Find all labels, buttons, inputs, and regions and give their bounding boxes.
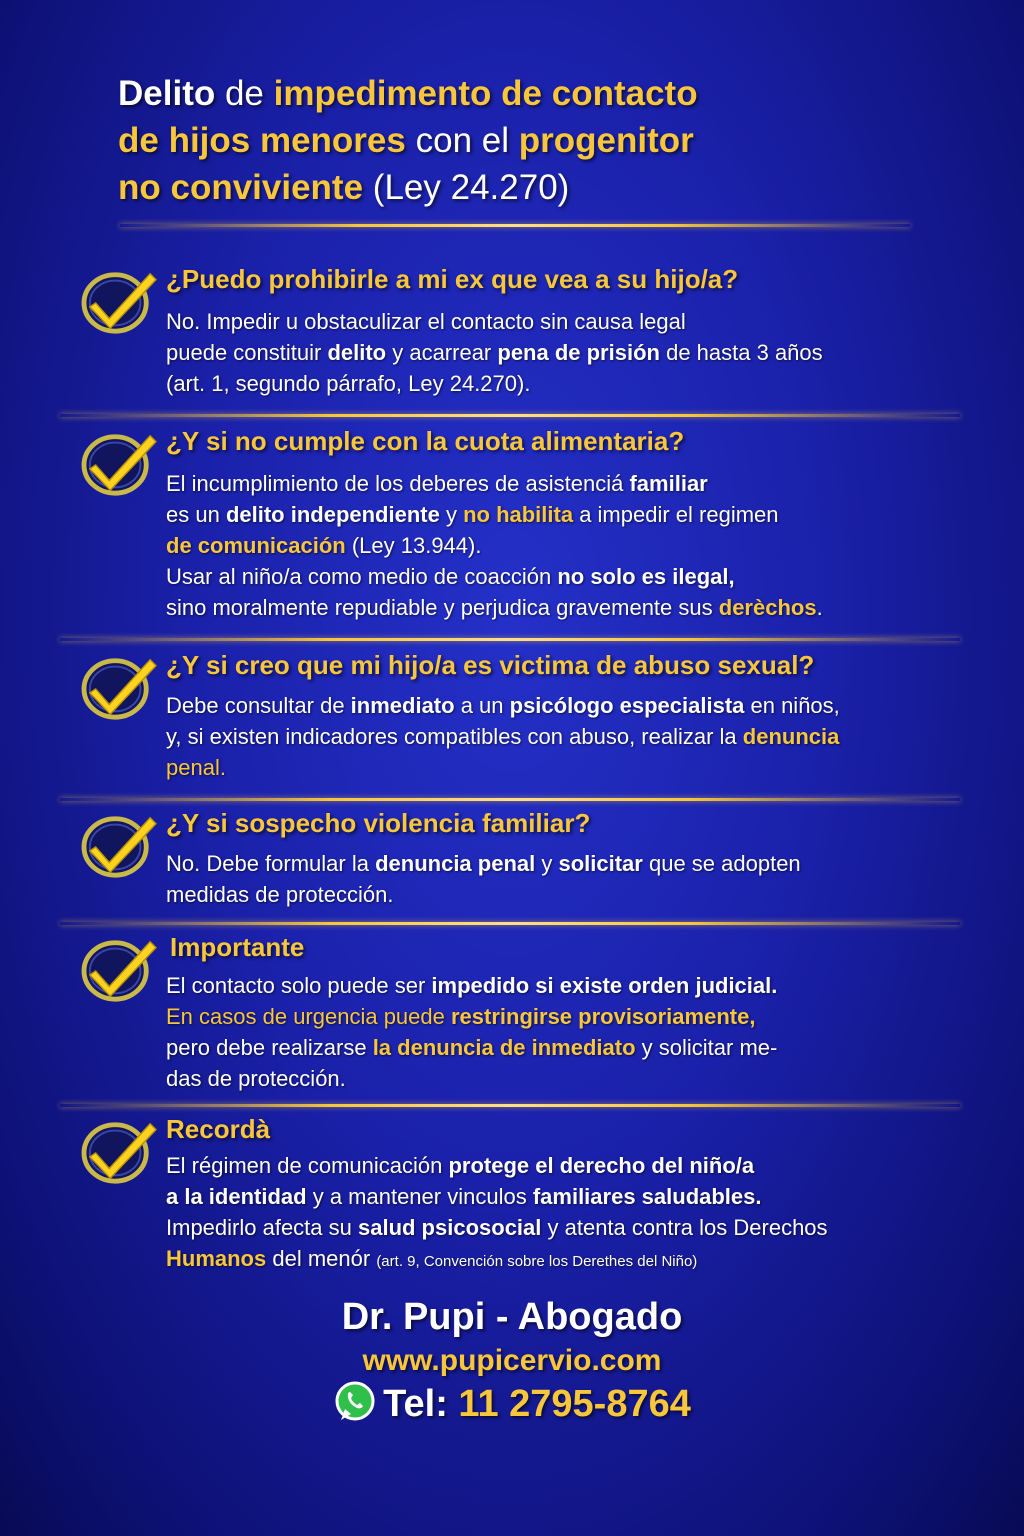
- faq-answer: [166, 468, 966, 623]
- faq-answer: [166, 970, 966, 1094]
- check-circle-icon: [80, 652, 158, 722]
- title-part: no conviviente: [118, 168, 364, 207]
- answer-line: medidas de protección.: [166, 882, 394, 907]
- faq-answer: [166, 690, 966, 783]
- answer-line: puede constituir delito y acarrear pena de prisión de hasta 3 años: [166, 340, 823, 365]
- title-part: de: [224, 74, 264, 113]
- phone-number[interactable]: 11 2795-8764: [458, 1383, 691, 1425]
- answer-line: de comunicación (Ley 13.944).: [166, 533, 482, 558]
- faq-question: Recordà: [166, 1114, 271, 1144]
- divider: [60, 638, 960, 641]
- check-circle-icon: [80, 810, 158, 880]
- faq-question: ¿Puedo prohibirle a mi ex que vea a su hijo/a?: [166, 264, 739, 294]
- divider: [60, 922, 960, 925]
- check-circle-icon: [80, 1116, 158, 1186]
- title-part: impedimento de contacto: [273, 74, 698, 113]
- phone-label: Tel:: [383, 1383, 448, 1425]
- faq-answer: [166, 848, 966, 910]
- answer-line: a la identidad y a mantener vinculos familiares saludables.: [166, 1184, 762, 1209]
- check-circle-icon: [80, 934, 158, 1004]
- answer-line: penal.: [166, 755, 226, 780]
- divider: [60, 798, 960, 801]
- title-part: con el: [415, 121, 510, 160]
- answer-line: No. Impedir u obstaculizar el contacto sin causa legal: [166, 309, 686, 334]
- phone-line[interactable]: [0, 1380, 1024, 1426]
- answer-line: Usar al niño/a como medio de coacción no solo es ilegal,: [166, 564, 735, 589]
- faq-question: Importante: [170, 932, 305, 962]
- check-circle-icon: [80, 266, 158, 336]
- answer-line: das de protección.: [166, 1066, 346, 1091]
- whatsapp-icon: [333, 1380, 377, 1424]
- faq-question: ¿Y si no cumple con la cuota alimentaria?: [166, 426, 685, 456]
- title-part: Delito: [118, 74, 216, 113]
- faq-question: ¿Y si creo que mi hijo/a es victima de abuso sexual?: [166, 650, 815, 680]
- faq-answer: [166, 1150, 966, 1277]
- answer-line: No. Debe formular la denuncia penal y solicitar que se adopten: [166, 851, 801, 876]
- faq-question: ¿Y si sospecho violencia familiar?: [166, 808, 591, 838]
- answer-line: El régimen de comunicación protege el derecho del niño/a: [166, 1153, 755, 1178]
- answer-line: El incumplimiento de los deberes de asistenciá familiar: [166, 471, 708, 496]
- check-circle-icon: [80, 428, 158, 498]
- page-title: [118, 70, 938, 211]
- answer-line: y, si existen indicadores compatibles con abuso, realizar la denuncia: [166, 724, 840, 749]
- answer-line: (art. 1, segundo párrafo, Ley 24.270).: [166, 371, 531, 396]
- divider: [120, 224, 910, 227]
- answer-line: Impedirlo afecta su salud psicosocial y atenta contra los Derechos: [166, 1215, 828, 1240]
- answer-line: sino moralmente repudiable y perjudica gravemente sus derèchos.: [166, 595, 823, 620]
- website-link[interactable]: www.pupicervio.com: [362, 1344, 662, 1377]
- lawyer-name: Dr. Pupi - Abogado: [341, 1296, 683, 1338]
- faq-answer: [166, 306, 966, 399]
- answer-line: En casos de urgencia puede restringirse provisoriamente,: [166, 1004, 756, 1029]
- divider: [60, 1104, 960, 1107]
- answer-line: El contacto solo puede ser impedido si existe orden judicial.: [166, 973, 778, 998]
- answer-line: es un delito independiente y no habilita a impedir el regimen: [166, 502, 779, 527]
- title-part: progenitor: [518, 121, 694, 160]
- title-part: (Ley 24.270): [372, 168, 570, 207]
- divider: [60, 414, 960, 417]
- title-part: de hijos menores: [118, 121, 406, 160]
- answer-line: pero debe realizarse la denuncia de inmediato y solicitar me-: [166, 1035, 778, 1060]
- answer-line: Debe consultar de inmediato a un psicólogo especialista en niños,: [166, 693, 840, 718]
- answer-line: Humanos del menór (art. 9, Convención sobre los Derethes del Niño): [166, 1246, 698, 1271]
